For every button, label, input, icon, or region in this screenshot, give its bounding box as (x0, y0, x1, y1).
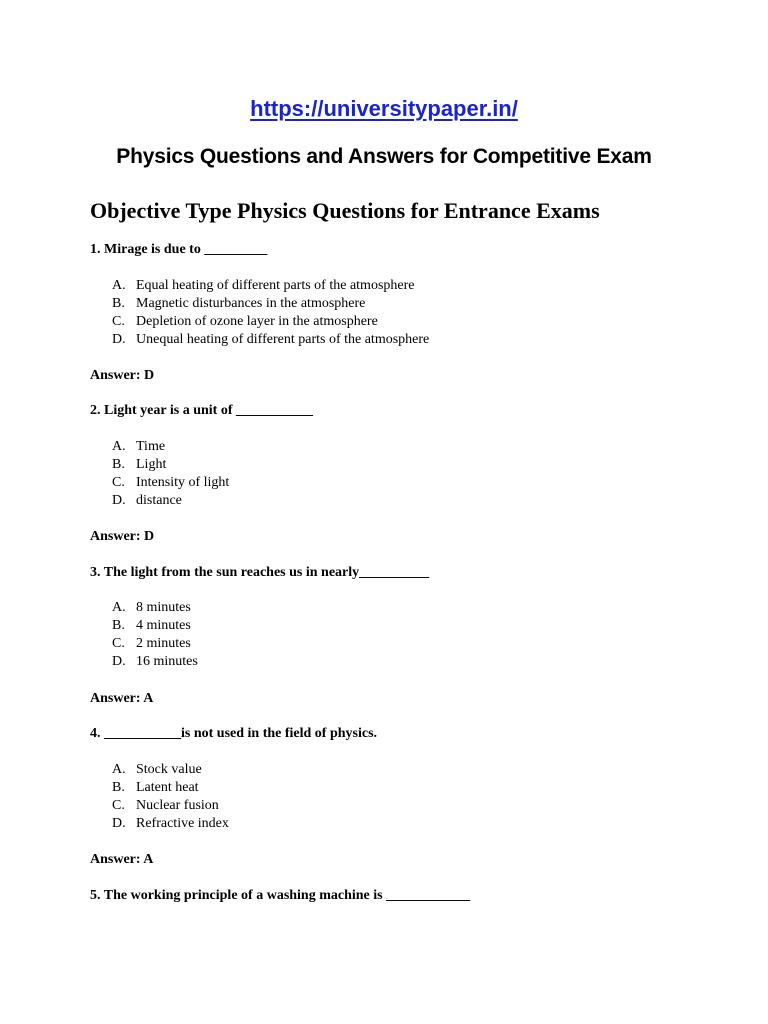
option-item (112, 295, 429, 313)
option-list (112, 438, 229, 510)
option-item (112, 653, 198, 671)
option-letter: B. (112, 780, 125, 795)
option-text: 8 minutes (136, 600, 191, 615)
section-heading: Objective Type Physics Questions for Entrance Exams (90, 198, 600, 223)
option-letter: D. (112, 493, 126, 508)
option-letter: C. (112, 636, 125, 651)
option-letter: C. (112, 475, 125, 490)
question-text: 4. ___________is not used in the field of physics. (90, 726, 378, 741)
option-text: 16 minutes (136, 654, 198, 669)
option-letter: C. (112, 314, 125, 329)
option-letter: B. (112, 457, 125, 472)
option-text: Intensity of light (136, 475, 230, 490)
option-item (112, 331, 429, 349)
option-item (112, 617, 198, 635)
option-text: Nuclear fusion (136, 798, 219, 813)
question-text: 5. The working principle of a washing machine is ____________ (90, 888, 471, 903)
option-text: 4 minutes (136, 618, 191, 633)
option-item (112, 313, 429, 331)
main-title: Physics Questions and Answers for Competitive Exam (116, 145, 652, 168)
question-text: 2. Light year is a unit of ___________ (90, 403, 313, 418)
option-list (112, 599, 198, 671)
option-letter: D. (112, 654, 126, 669)
option-item (112, 761, 229, 779)
option-item (112, 635, 198, 653)
option-item (112, 438, 229, 456)
option-item (112, 474, 229, 492)
option-letter: A. (112, 762, 126, 777)
option-letter: D. (112, 332, 126, 347)
option-item (112, 277, 429, 295)
option-item (112, 797, 229, 815)
option-item (112, 815, 229, 833)
answer-text: Answer: A (90, 691, 154, 706)
option-letter: D. (112, 816, 126, 831)
option-text: Refractive index (136, 816, 229, 831)
option-list (112, 277, 429, 349)
option-letter: A. (112, 278, 126, 293)
answer-text: Answer: A (90, 852, 154, 867)
option-item (112, 492, 229, 510)
option-text: Stock value (136, 762, 202, 777)
option-text: Time (136, 439, 166, 454)
option-text: distance (136, 493, 182, 508)
site-link[interactable]: https://universitypaper.in/ (250, 96, 518, 121)
option-letter: A. (112, 600, 126, 615)
option-item (112, 599, 198, 617)
option-item (112, 456, 229, 474)
question-text: 1. Mirage is due to _________ (90, 242, 268, 257)
question-text: 3. The light from the sun reaches us in nearly__________ (90, 565, 430, 580)
option-letter: B. (112, 618, 125, 633)
option-item (112, 779, 229, 797)
option-text: Light (136, 457, 167, 472)
option-letter: C. (112, 798, 125, 813)
answer-text: Answer: D (90, 529, 155, 544)
option-text: Depletion of ozone layer in the atmosphere (136, 314, 378, 329)
option-text: Magnetic disturbances in the atmosphere (136, 296, 366, 311)
option-letter: B. (112, 296, 125, 311)
answer-text: Answer: D (90, 368, 155, 383)
option-text: 2 minutes (136, 636, 191, 651)
option-list (112, 761, 229, 833)
option-letter: A. (112, 439, 126, 454)
option-text: Equal heating of different parts of the atmosphere (136, 278, 415, 293)
option-text: Unequal heating of different parts of the atmosphere (136, 332, 430, 347)
option-text: Latent heat (136, 780, 199, 795)
